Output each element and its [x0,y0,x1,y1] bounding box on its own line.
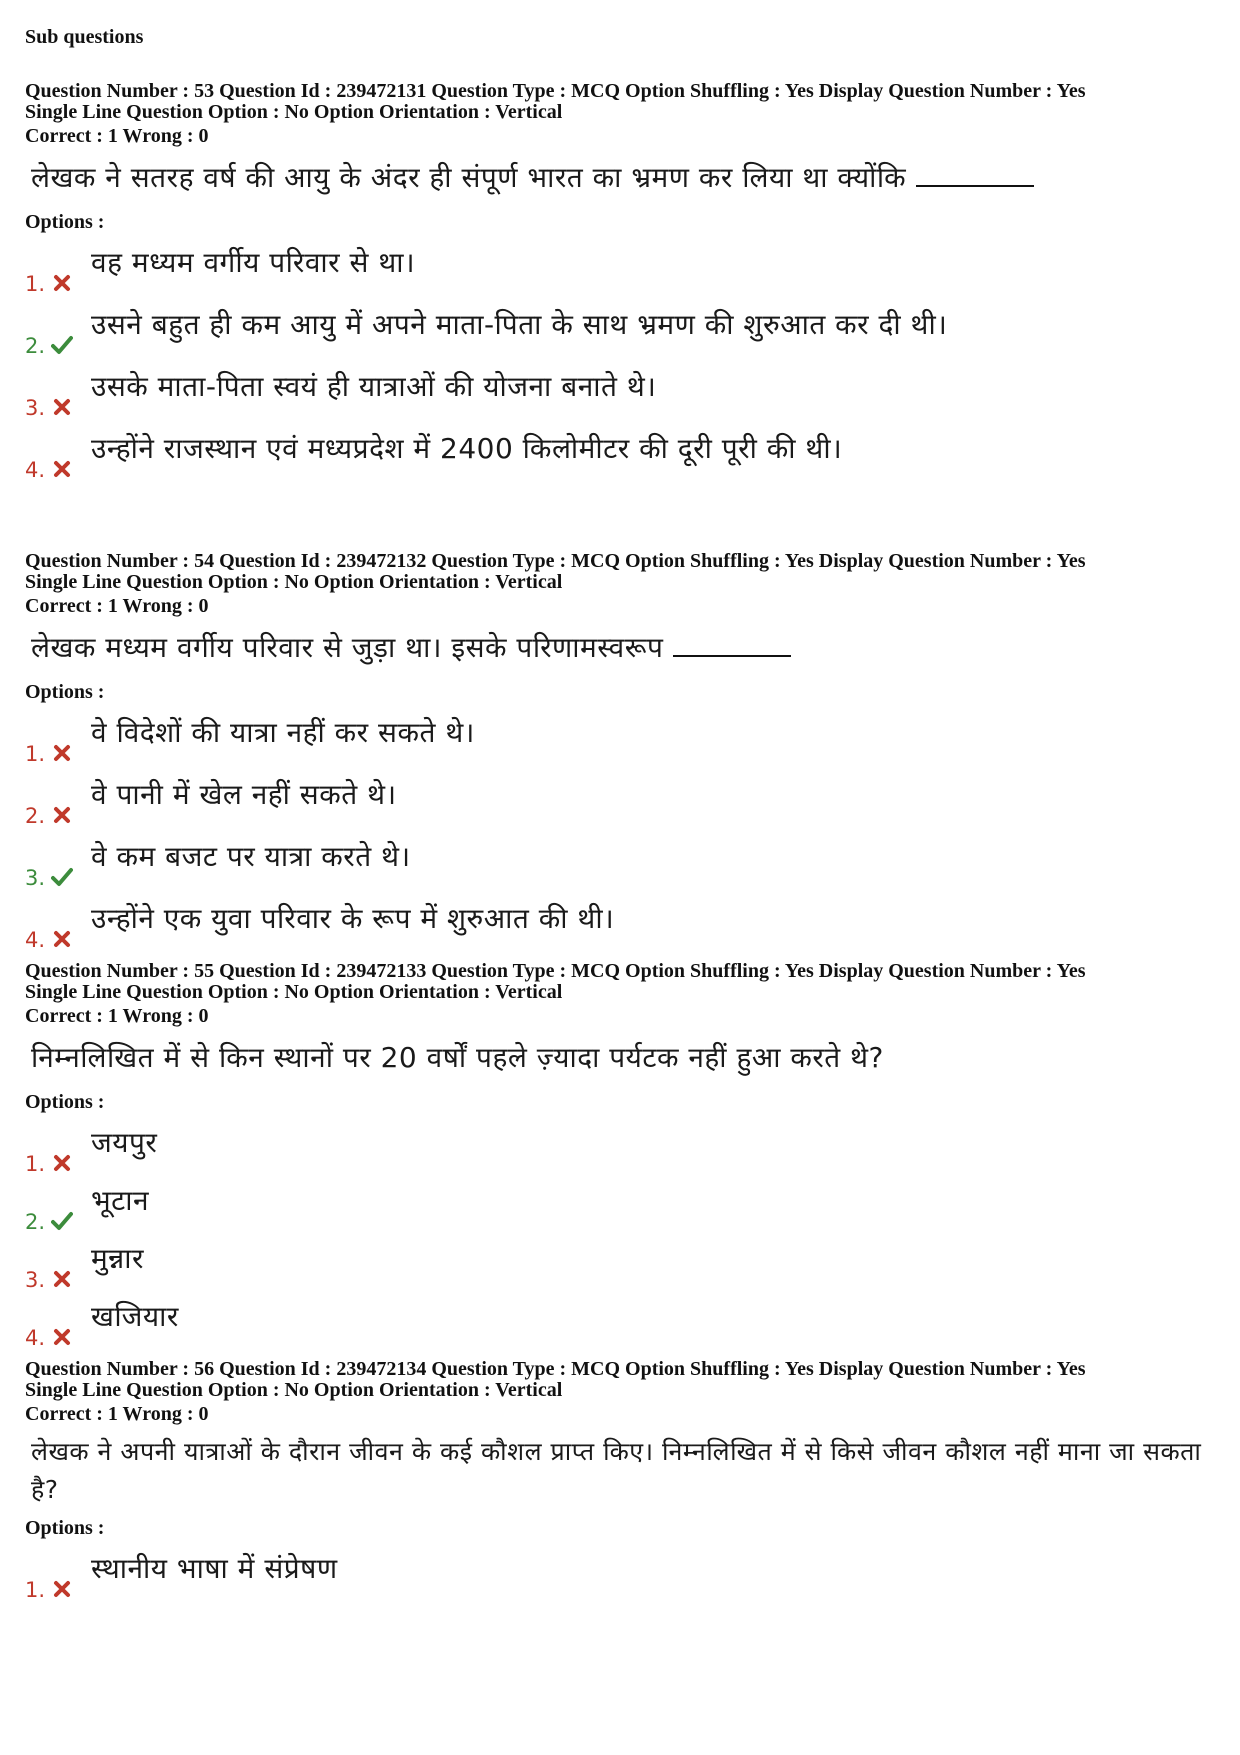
question-text-content: लेखक ने सतरह वर्ष की आयु के अंदर ही संपूर्ण भारत का भ्रमण कर लिया था क्योंकि [31,161,907,194]
question-meta: Question Number : 56 Question Id : 239472134 Question Type : MCQ Option Shuffling : Yes Display Question Number : Yes [25,1358,1086,1380]
option-item [25,364,1215,426]
answer-blank [916,159,1034,187]
option-number: 2. [25,334,46,358]
option-text: वे कम बजट पर यात्रा करते थे। [91,840,411,873]
cross-icon [51,1152,73,1174]
question-block [25,81,1215,533]
cross-icon [51,928,73,950]
options-label: Options : [25,1517,105,1539]
cross-icon [51,804,73,826]
option-text: खजियार [91,1300,179,1333]
options-label: Options : [25,1091,105,1113]
question-marks: Correct : 1 Wrong : 0 [25,125,209,147]
question-meta: Question Number : 55 Question Id : 239472133 Question Type : MCQ Option Shuffling : Yes Display Question Number : Yes [25,960,1086,982]
option-text: जयपुर [91,1126,158,1159]
question-text [31,629,1215,667]
option-number: 3. [25,1268,46,1292]
question-meta: Single Line Question Option : No Option Orientation : Vertical [25,1379,563,1401]
option-number: 4. [25,458,46,482]
question-marks: Correct : 1 Wrong : 0 [25,595,209,617]
cross-icon [51,458,73,480]
question-meta: Single Line Question Option : No Option Orientation : Vertical [25,981,563,1003]
option-item [25,896,1215,958]
question-text: निम्नलिखित में से किन स्थानों पर 20 वर्षों पहले ज़्यादा पर्यटक नहीं हुआ करते थे? [31,1041,884,1074]
option-number: 1. [25,272,46,296]
option-item [25,1546,1215,1608]
cross-icon [51,1326,73,1348]
option-number: 2. [25,804,46,828]
option-item [25,710,1215,772]
cross-icon [51,1578,73,1600]
document-page [25,26,1215,1626]
option-item [25,426,1215,488]
cross-icon [51,1268,73,1290]
question-meta: Single Line Question Option : No Option Orientation : Vertical [25,101,563,123]
question-marks: Correct : 1 Wrong : 0 [25,1403,209,1425]
cross-icon [51,272,73,294]
option-number: 4. [25,928,46,952]
question-meta: Single Line Question Option : No Option Orientation : Vertical [25,571,563,593]
option-text: उन्होंने एक युवा परिवार के रूप में शुरुआत की थी। [91,902,615,935]
option-number: 1. [25,742,46,766]
cross-icon [51,742,73,764]
option-text: स्थानीय भाषा में संप्रेषण [91,1552,338,1585]
option-item [25,1120,1215,1178]
option-item [25,772,1215,834]
answer-blank [673,629,791,657]
option-text: भूटान [91,1184,150,1217]
option-text: उन्होंने राजस्थान एवं मध्यप्रदेश में 2400 किलोमीटर की दूरी पूरी की थी। [91,432,843,465]
question-block [25,1359,1215,1608]
question-block [25,960,1215,1350]
option-text: मुन्नार [91,1242,144,1275]
option-text: उसने बहुत ही कम आयु में अपने माता-पिता के साथ भ्रमण की शुरुआत कर दी थी। [91,308,948,341]
question-meta: Question Number : 54 Question Id : 239472132 Question Type : MCQ Option Shuffling : Yes Display Question Number : Yes [25,550,1086,572]
option-item [25,1178,1215,1236]
option-text: वह मध्यम वर्गीय परिवार से था। [91,246,416,279]
option-number: 2. [25,1210,46,1234]
question-meta: Question Number : 53 Question Id : 239472131 Question Type : MCQ Option Shuffling : Yes Display Question Number : Yes [25,80,1086,102]
option-item [25,1236,1215,1294]
section-title: Sub questions [25,26,144,48]
checkmark-icon [51,1210,73,1232]
question-text: लेखक ने अपनी यात्राओं के दौरान जीवन के कई कौशल प्राप्त किए। निम्नलिखित में से किसे जीवन कौशल नहीं माना जा सकता है? [31,1437,1202,1504]
question-block [25,550,1215,952]
question-text-content: लेखक मध्यम वर्गीय परिवार से जुड़ा था। इसके परिणामस्वरूप [31,631,664,664]
option-item [25,834,1215,896]
option-item [25,302,1215,364]
option-item [25,240,1215,302]
question-text [31,159,1215,197]
option-number: 3. [25,396,46,420]
option-text: उसके माता-पिता स्वयं ही यात्राओं की योजना बनाते थे। [91,370,657,403]
checkmark-icon [51,866,73,888]
cross-icon [51,396,73,418]
option-item [25,1294,1215,1352]
option-number: 1. [25,1578,46,1602]
option-number: 4. [25,1326,46,1350]
option-text: वे विदेशों की यात्रा नहीं कर सकते थे। [91,716,475,749]
option-number: 1. [25,1152,46,1176]
option-number: 3. [25,866,46,890]
option-text: वे पानी में खेल नहीं सकते थे। [91,778,397,811]
options-label: Options : [25,211,105,233]
options-label: Options : [25,681,105,703]
question-marks: Correct : 1 Wrong : 0 [25,1005,209,1027]
checkmark-icon [51,334,73,356]
